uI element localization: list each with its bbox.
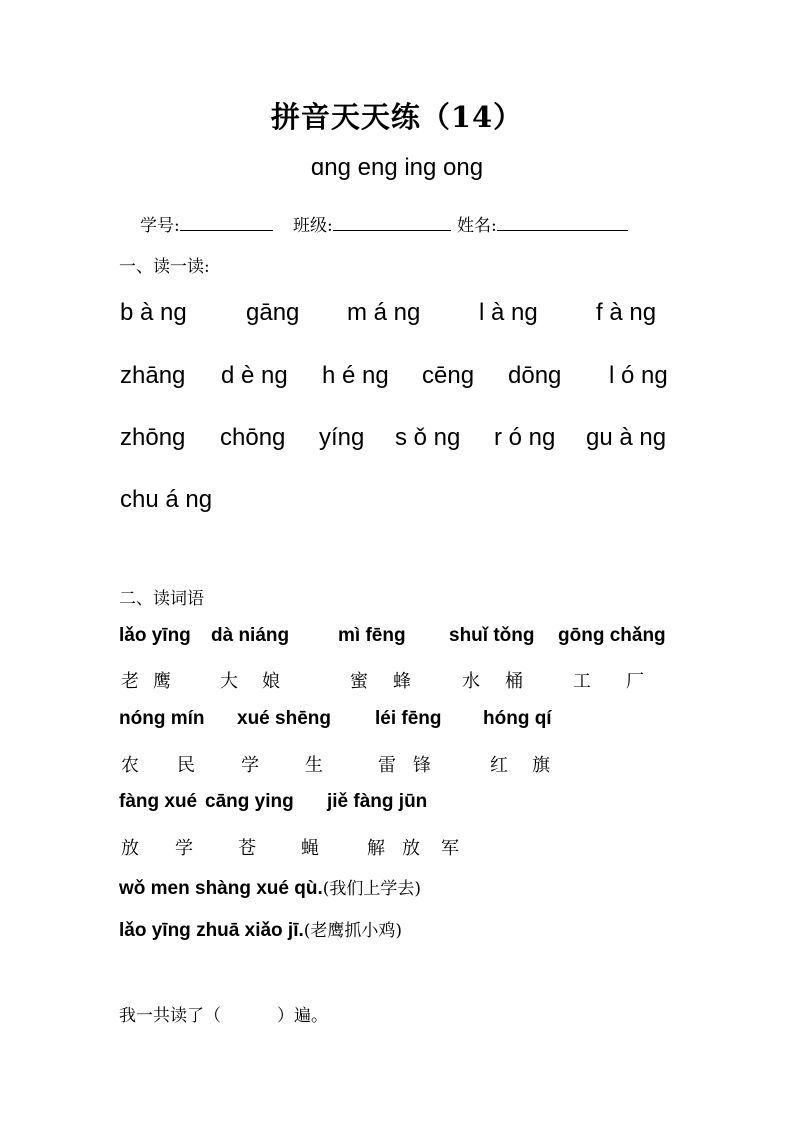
word-hanzi: 红 — [490, 755, 508, 776]
class-field[interactable] — [293, 211, 451, 236]
syllable: gu à ng — [586, 424, 667, 451]
word-pinyin: lǎo yīng — [119, 625, 191, 646]
word-pinyin: dà niáng — [211, 625, 290, 646]
word-hanzi: 大 — [220, 671, 238, 692]
word-hanzi: 苍 — [238, 838, 256, 859]
syllable: m á ng — [347, 299, 421, 326]
word-hanzi: 工 — [573, 671, 591, 692]
syllable: chōng — [220, 424, 286, 451]
sentence-pinyin: lǎo yīng zhuā xiǎo jī. — [119, 920, 304, 941]
word-hanzi: 桶 — [505, 671, 523, 692]
class-blank[interactable] — [333, 215, 451, 231]
word-hanzi: 放 — [402, 838, 420, 859]
syllable: d è ng — [221, 362, 288, 389]
word-pinyin: hóng qí — [483, 708, 552, 729]
name-blank[interactable] — [497, 215, 628, 231]
syllable: yíng — [319, 424, 365, 451]
syllable: zhāng — [120, 362, 186, 389]
syllable: gāng — [246, 299, 300, 326]
syllable: r ó ng — [494, 424, 556, 451]
student-number-label: 学号: — [140, 216, 180, 236]
word-pinyin: fàng xué — [119, 791, 198, 812]
name-field[interactable] — [457, 211, 628, 236]
word-hanzi: 旗 — [532, 755, 550, 776]
sentence-pinyin: wǒ men shàng xué qù. — [119, 878, 323, 899]
student-number-blank[interactable] — [180, 215, 273, 231]
word-hanzi: 蜂 — [393, 671, 411, 692]
word-hanzi: 学 — [175, 838, 193, 859]
word-pinyin: shuǐ tǒng — [449, 625, 535, 646]
word-pinyin: cāng ying — [205, 791, 294, 812]
syllable: h é ng — [322, 362, 389, 389]
word-pinyin: jiě fàng jūn — [327, 791, 428, 812]
student-number-field[interactable] — [140, 211, 273, 236]
word-hanzi: 民 — [177, 755, 195, 776]
word-pinyin: mì fēng — [338, 625, 406, 646]
syllable: dōng — [508, 362, 562, 389]
word-pinyin: nóng mín — [119, 708, 205, 729]
section-words-heading: 二、读词语 — [119, 589, 204, 609]
page-title: 拼音天天练（14） — [270, 100, 524, 134]
syllable: cēng — [422, 362, 475, 389]
word-hanzi: 蝇 — [301, 838, 319, 859]
word-hanzi: 蜜 — [350, 671, 368, 692]
sentence-hanzi: (老鹰抓小鸡) — [303, 921, 403, 941]
word-pinyin: gōng chǎng — [558, 625, 666, 646]
word-hanzi: 锋 — [413, 755, 431, 776]
word-hanzi: 水 — [462, 671, 480, 692]
syllable: zhōng — [120, 424, 186, 451]
syllable: s ǒ ng — [395, 424, 461, 451]
class-label: 班级: — [293, 216, 333, 236]
word-hanzi: 生 — [305, 755, 323, 776]
word-hanzi: 老 — [121, 671, 139, 692]
word-hanzi: 放 — [121, 838, 139, 859]
read-count-line — [119, 1001, 328, 1026]
word-pinyin: xué shēng — [237, 708, 331, 729]
syllable: chu á ng — [120, 486, 213, 513]
word-hanzi: 学 — [241, 755, 259, 776]
word-hanzi: 厂 — [626, 671, 644, 692]
syllable: f à ng — [596, 299, 657, 326]
sentence-line — [119, 916, 402, 942]
syllable: b à ng — [120, 299, 187, 326]
word-pinyin: léi fēng — [375, 708, 442, 729]
section-read-heading: 一、读一读: — [119, 257, 210, 277]
word-hanzi: 雷 — [378, 755, 396, 776]
read-count-after: ）遍。 — [277, 1006, 328, 1026]
word-hanzi: 鹰 — [153, 671, 171, 692]
word-hanzi: 娘 — [262, 671, 280, 692]
word-hanzi: 军 — [441, 838, 459, 859]
sentence-line — [119, 874, 421, 900]
word-hanzi: 农 — [121, 755, 139, 776]
name-label: 姓名: — [457, 216, 497, 236]
syllable: l à ng — [479, 299, 538, 326]
page-subtitle: ɑng eng ing ong — [310, 154, 484, 181]
syllable: l ó ng — [609, 362, 668, 389]
sentence-hanzi: (我们上学去) — [322, 879, 422, 899]
read-count-before: 我一共读了（ — [119, 1006, 221, 1026]
word-hanzi: 解 — [367, 838, 385, 859]
